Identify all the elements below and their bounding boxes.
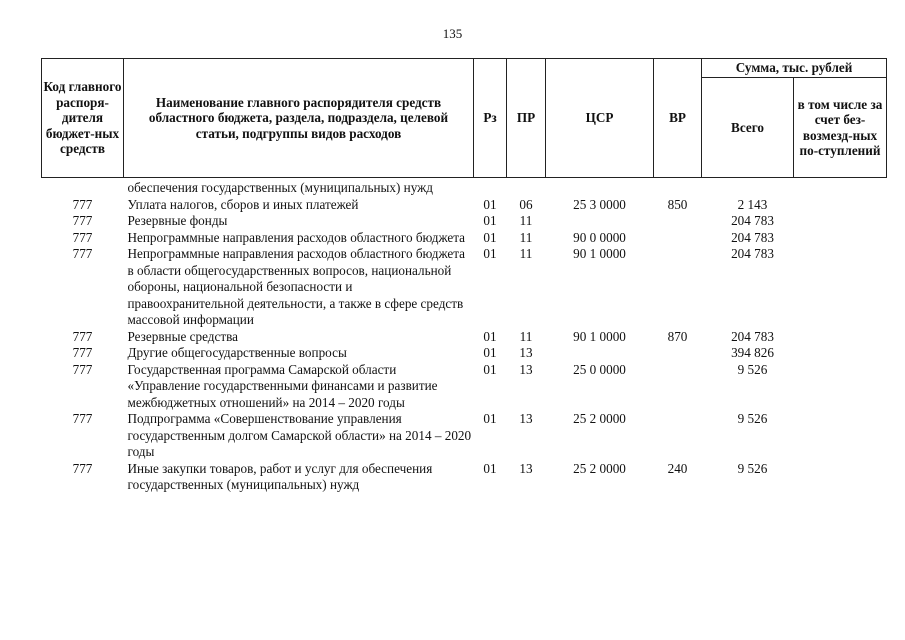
cell-total xyxy=(702,178,794,197)
cell-rz: 01 xyxy=(483,411,497,426)
cell-code: 777 xyxy=(72,411,93,426)
cell-pr: 11 xyxy=(519,229,533,245)
table-row xyxy=(42,329,887,346)
cell-csr xyxy=(546,213,654,230)
cell-csr: 90 1 0000 xyxy=(573,328,626,344)
cell-name: Уплата налогов, сборов и иных платежей xyxy=(127,196,359,212)
cell-code: 777 xyxy=(72,460,93,476)
header-free: в том числе за счет без-возмезд-ных по-ступлений xyxy=(794,78,887,178)
header-total: Всего xyxy=(702,78,794,178)
cell-vr xyxy=(654,230,702,247)
cell-rz: 01 xyxy=(483,246,497,261)
table-row xyxy=(42,178,887,197)
cell-free xyxy=(794,230,887,247)
cell-pr: 06 xyxy=(519,196,533,212)
cell-name: Резервные средства xyxy=(127,328,238,344)
cell-pr xyxy=(507,178,546,197)
cell-code: 777 xyxy=(72,328,93,344)
cell-csr xyxy=(546,178,654,197)
cell-total: 394 826 xyxy=(731,345,774,360)
table-row xyxy=(42,246,887,329)
header-code: Код главного распоря-дителя бюджет-ных средств xyxy=(42,59,124,178)
cell-free xyxy=(794,362,887,412)
cell-total: 2 143 xyxy=(737,196,768,212)
cell-vr xyxy=(654,411,702,461)
cell-free xyxy=(794,197,887,214)
cell-pr: 13 xyxy=(519,460,533,476)
cell-vr xyxy=(654,362,702,412)
cell-code: 777 xyxy=(72,196,93,212)
cell-rz: 01 xyxy=(483,196,497,212)
cell-free xyxy=(794,345,887,362)
cell-name: Иные закупки товаров, работ и услуг для обеспечения государственных (муниципальных) нужд xyxy=(127,460,433,492)
cell-rz xyxy=(474,178,507,197)
cell-free xyxy=(794,329,887,346)
cell-total: 204 783 xyxy=(731,213,774,228)
cell-vr: 850 xyxy=(667,196,688,212)
cell-vr xyxy=(654,345,702,362)
cell-name: Непрограммные направления расходов областного бюджета xyxy=(127,229,466,245)
cell-pr: 13 xyxy=(519,411,533,426)
header-csr: ЦСР xyxy=(546,59,654,178)
cell-code: 777 xyxy=(72,246,93,261)
cell-pr: 13 xyxy=(519,345,533,360)
cell-rz: 01 xyxy=(483,345,497,360)
table-body xyxy=(42,178,887,494)
cell-total: 9 526 xyxy=(737,460,768,476)
cell-pr: 11 xyxy=(519,328,533,344)
cell-free xyxy=(794,178,887,197)
table-row xyxy=(42,362,887,412)
cell-name: Резервные фонды xyxy=(127,213,228,228)
cell-rz: 01 xyxy=(483,328,497,344)
cell-total: 9 526 xyxy=(737,411,768,426)
cell-code: 777 xyxy=(72,361,93,377)
cell-name: Непрограммные направления расходов областного бюджета в области общегосударственных вопросов, национальной обороны, национальной безопасности и правоохранительной деятельности, а также в сфере средств массовой информации xyxy=(127,246,466,327)
table-header xyxy=(42,59,887,178)
cell-csr: 25 2 0000 xyxy=(573,460,626,476)
cell-name: Подпрограмма «Совершенствование управления государственным долгом Самарской области» на 2014 – 2020 годы xyxy=(127,411,472,459)
cell-code xyxy=(42,178,124,197)
cell-csr: 25 2 0000 xyxy=(573,411,626,426)
cell-name: Государственная программа Самарской области «Управление государственными финансами и развитие межбюджетных отношений» на 2014 – 2020 годы xyxy=(127,361,438,410)
cell-rz: 01 xyxy=(483,213,497,228)
cell-pr: 11 xyxy=(519,246,533,261)
cell-free xyxy=(794,246,887,329)
header-pr: ПР xyxy=(507,59,546,178)
cell-name: Другие общегосударственные вопросы xyxy=(127,345,347,360)
header-name: Наименование главного распорядителя средств областного бюджета, раздела, подраздела, целевой статьи, подгруппы видов расходов xyxy=(124,59,474,178)
table-row xyxy=(42,197,887,214)
table-row xyxy=(42,230,887,247)
cell-pr: 11 xyxy=(519,213,533,228)
cell-csr: 25 3 0000 xyxy=(573,196,626,212)
cell-total: 204 783 xyxy=(731,246,774,261)
page-number: 135 xyxy=(442,26,463,41)
cell-name: обеспечения государственных (муниципальных) нужд xyxy=(127,180,433,195)
cell-rz: 01 xyxy=(483,460,497,476)
table-row xyxy=(42,461,887,494)
cell-vr xyxy=(654,246,702,329)
cell-csr xyxy=(546,345,654,362)
cell-total: 204 783 xyxy=(731,328,774,344)
table-row xyxy=(42,411,887,461)
cell-code: 777 xyxy=(72,213,93,228)
table-row xyxy=(42,213,887,230)
header-sum: Сумма, тыс. рублей xyxy=(702,59,887,78)
cell-csr: 90 0 0000 xyxy=(573,229,626,245)
cell-vr xyxy=(654,178,702,197)
cell-csr: 90 1 0000 xyxy=(573,246,626,261)
cell-vr: 870 xyxy=(667,328,688,344)
cell-total: 204 783 xyxy=(731,229,774,245)
cell-rz: 01 xyxy=(483,361,497,377)
cell-pr: 13 xyxy=(519,361,533,377)
cell-code: 777 xyxy=(72,345,93,360)
table-row xyxy=(42,345,887,362)
header-vr: ВР xyxy=(654,59,702,178)
cell-rz: 01 xyxy=(483,229,497,245)
header-rz: Рз xyxy=(474,59,507,178)
cell-vr xyxy=(654,213,702,230)
cell-code: 777 xyxy=(72,229,93,245)
cell-free xyxy=(794,461,887,494)
cell-vr: 240 xyxy=(667,460,688,476)
cell-free xyxy=(794,213,887,230)
budget-table xyxy=(41,58,887,494)
cell-csr: 25 0 0000 xyxy=(573,361,626,377)
cell-free xyxy=(794,411,887,461)
cell-total: 9 526 xyxy=(737,361,768,377)
